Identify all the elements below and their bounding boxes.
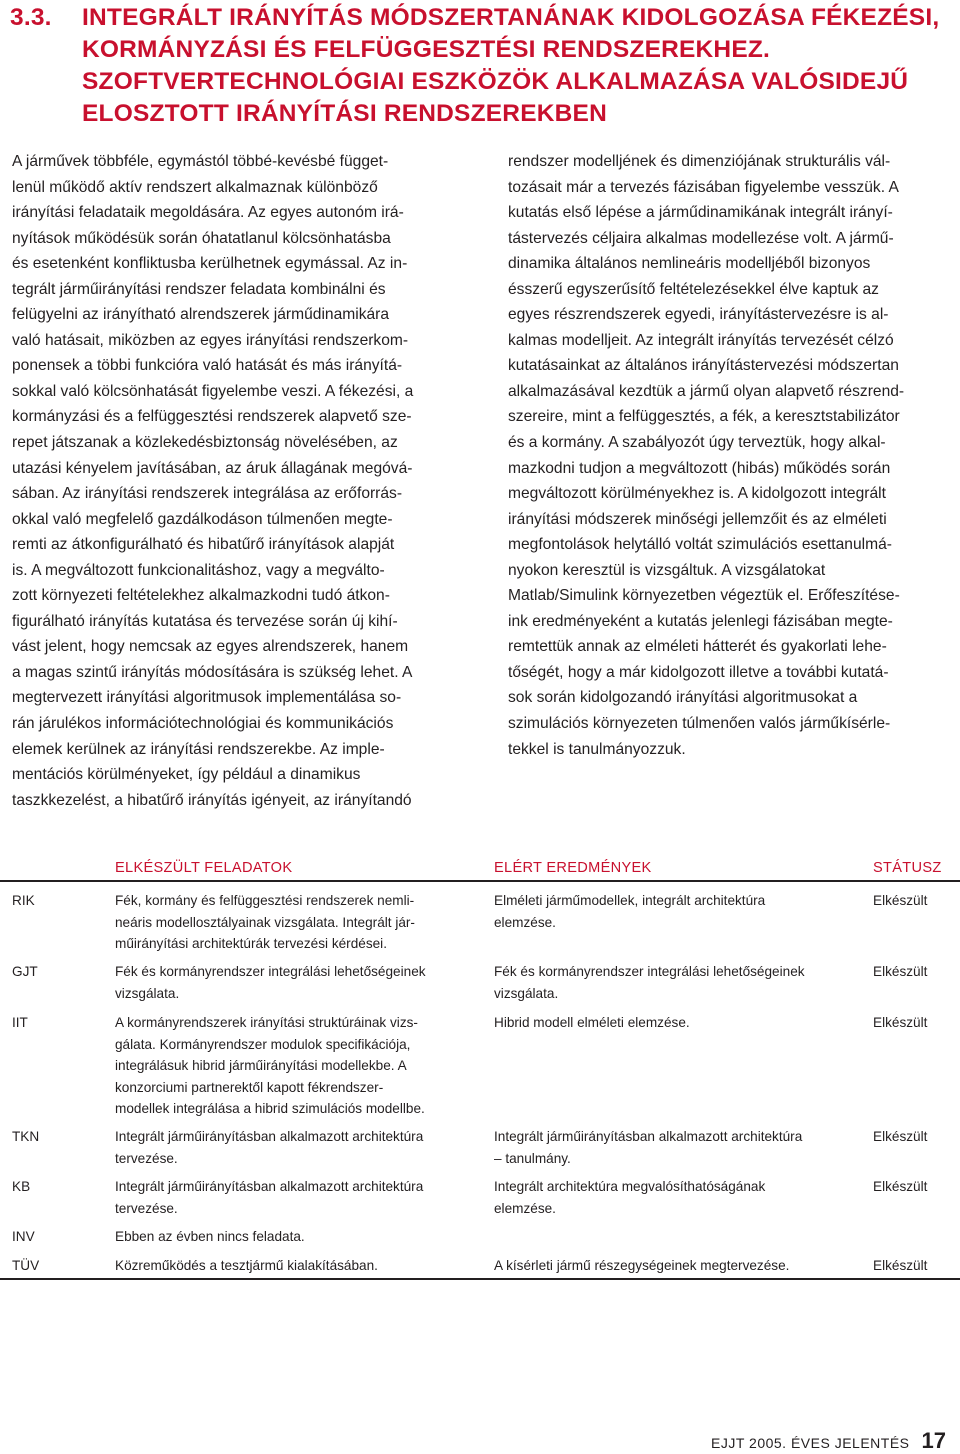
row-result-line: Integrált járműirányításban alkalmazott architektúra xyxy=(494,1129,803,1144)
header-tasks: ELKÉSZÜLT FELADATOK xyxy=(115,860,293,876)
row-result xyxy=(494,1012,690,1034)
row-task-line: tervezése. xyxy=(115,1200,178,1216)
body-text-line: zott környezeti feltételekhez alkalmazkodni tudó átkon- xyxy=(12,587,390,605)
body-text-line: irányítási feladataik megoldására. Az egyes autonóm irá- xyxy=(12,204,404,222)
row-code: GJT xyxy=(12,964,38,979)
body-text-line: rán járulékos információtechnológiai és kommunikációs xyxy=(12,715,394,733)
footer-label: EJJT 2005. ÉVES JELENTÉS xyxy=(711,1435,910,1451)
row-task xyxy=(115,890,415,955)
row-task-line: konzorciumi partnerektől kapott fékrendszer- xyxy=(115,1079,384,1095)
row-task-line: integrálásuk hibrid járműirányítási modellekbe. A xyxy=(115,1058,407,1073)
body-column-right xyxy=(508,149,948,762)
body-text-line: nyítások működésük során óhatatlanul kölcsönhatásba xyxy=(12,229,391,247)
section-number: 3.3. xyxy=(10,4,52,31)
row-status: Elkészült xyxy=(873,964,928,979)
body-text-line: taszkkezelést, a hibatűrő irányítás igényeit, az irányítandó xyxy=(12,791,412,809)
row-result xyxy=(494,961,805,1004)
row-task xyxy=(115,1126,423,1169)
row-result-line: Integrált architektúra megvalósíthatóságának xyxy=(494,1179,766,1194)
row-result-line: elemzése. xyxy=(494,914,556,930)
row-task-line: műirányítási architektúrák tervezési kérdései. xyxy=(115,936,387,951)
body-text-line: a magas szintű irányítás módosítására is szükség lehet. A xyxy=(12,663,413,681)
row-task xyxy=(115,1012,425,1120)
row-result-line: Fék és kormányrendszer integrálási lehetőségeinek xyxy=(494,964,805,979)
row-task xyxy=(115,1255,378,1277)
row-result-line: elemzése. xyxy=(494,1200,556,1216)
row-task-line: Integrált járműirányításban alkalmazott architektúra xyxy=(115,1179,424,1194)
row-task xyxy=(115,1226,305,1248)
row-result xyxy=(494,890,765,933)
section-title-line: INTEGRÁLT IRÁNYÍTÁS MÓDSZERTANÁNAK KIDOLGOZÁSA FÉKEZÉSI, xyxy=(82,4,940,31)
row-status: Elkészült xyxy=(873,1129,928,1144)
row-status: Elkészült xyxy=(873,1258,928,1273)
body-text-line: megváltozott körülményekhez is. A kidolgozott integrált xyxy=(508,485,886,503)
row-code: TÜV xyxy=(12,1258,40,1273)
body-text-line: lenül működő aktív rendszert alkalmaznak különböző xyxy=(12,178,378,196)
body-column-left xyxy=(12,149,452,813)
row-status: Elkészült xyxy=(873,1179,928,1194)
section-title-line: ELOSZTOTT IRÁNYÍTÁSI RENDSZEREKBEN xyxy=(82,100,607,127)
body-text-line: kormányzási és a felfüggesztési rendszerek alapvető sze- xyxy=(12,408,412,426)
body-text-line: okkal való megfelelő gazdálkodáson túlmenően megte- xyxy=(12,510,393,528)
body-text-line: egyes részrendszerek egyedi, irányítástervezésre is al- xyxy=(508,306,889,324)
row-result xyxy=(494,1126,802,1169)
row-task-line: Fék, kormány és felfüggesztési rendszerek nemli- xyxy=(115,893,415,908)
header-status: STÁTUSZ xyxy=(873,860,942,876)
body-text-line: kutatásainkat az általános irányítástervezési módszertan xyxy=(508,357,899,375)
body-text-line: alkalmazásával kezdtük a jármű olyan alapvető részrend- xyxy=(508,382,905,400)
body-text-line: felügyelni az irányítható alrendszerek járműdinamikára xyxy=(12,306,390,324)
body-text-line: vást jelent, hogy nemcsak az egyes alrendszerek, hanem xyxy=(12,638,409,656)
body-text-line: A járművek többféle, egymástól többé-kevésbé függet- xyxy=(12,153,389,170)
body-text-line: tozásait már a tervezés fázisában figyelembe vesszük. A xyxy=(508,178,899,196)
row-code: RIK xyxy=(12,893,35,908)
body-text-line: irányítási módszerek minőségi jellemzőit és az elméleti xyxy=(508,510,887,528)
body-text-line: dinamika általános nemlineáris modelljéből bizonyos xyxy=(508,255,871,273)
body-text-line: remti az átkonfigurálható és hibatűrő irányítások alapját xyxy=(12,536,395,554)
row-result-line: Hibrid modell elméleti elemzése. xyxy=(494,1015,690,1030)
row-code: INV xyxy=(12,1229,35,1244)
body-text-line: Matlab/Simulink környezetben végeztük el. Erőfeszítése- xyxy=(508,587,900,605)
row-status: Elkészült xyxy=(873,1015,928,1030)
body-text-line: tőségét, hogy a már kidolgozott illetve a további kutatá- xyxy=(508,663,889,681)
page-number: 17 xyxy=(921,1428,946,1453)
section-heading xyxy=(10,2,950,130)
row-result-line: A kísérleti jármű részegységeinek megtervezése. xyxy=(494,1258,790,1273)
table-header xyxy=(0,858,960,882)
body-text-line: sokkal való kölcsönhatását figyelembe veszi. A fékezési, a xyxy=(12,382,414,400)
body-text-line: szimulációs környezeten túlmenően valós járműkísérle- xyxy=(508,715,891,733)
body-text-line: utazási kényelem javításában, az áruk állagának megóvá- xyxy=(12,459,413,477)
row-task-line: gálata. Kormányrendszer modulok specifikációja, xyxy=(115,1036,411,1052)
section-title xyxy=(82,2,939,130)
body-text-line: szereire, mint a felfüggesztés, a fék, a keresztstabilizátor xyxy=(508,408,900,426)
body-text-line: tástervezés céljaira alkalmas modellezése volt. A jármű- xyxy=(508,229,894,247)
row-code: IIT xyxy=(12,1015,28,1030)
row-task-line: neáris modellosztályainak vizsgálata. Integrált jár- xyxy=(115,914,415,930)
row-task xyxy=(115,1176,423,1219)
body-text-line: ink eredményeként a kutatás jelenlegi fázisában megte- xyxy=(508,612,893,630)
row-task-line: vizsgálata. xyxy=(115,985,180,1001)
body-text-line: ponensek a többi funkcióra való hatását és más irányítá- xyxy=(12,357,403,375)
body-text-line: megfontolások helytálló voltát szimulációs esettanulmá- xyxy=(508,536,892,554)
row-task xyxy=(115,961,426,1004)
page-footer xyxy=(711,1428,946,1454)
body-text-line: is. A megváltozott funkcionalitáshoz, vagy a megválto- xyxy=(12,561,385,579)
row-task-line: Ebben az évben nincs feladata. xyxy=(115,1229,305,1244)
body-text-line: való hatásait, miközben az egyes irányítási rendszerkom- xyxy=(12,331,409,349)
body-text-line: megtervezett irányítási algoritmusok implementálása so- xyxy=(12,689,402,707)
body-text-line: elemek kerülnek az irányítási rendszerekbe. Az imple- xyxy=(12,740,385,758)
section-title-line: SZOFTVERTECHNOLÓGIAI ESZKÖZÖK ALKALMAZÁSA VALÓSIDEJŰ xyxy=(82,68,909,95)
row-result-line: – tanulmány. xyxy=(494,1150,571,1166)
row-task-line: A kormányrendszerek irányítási struktúráinak vizs- xyxy=(115,1015,418,1030)
body-text-line: kalmas modelljeit. Az integrált irányítás tervezését célzó xyxy=(508,331,894,349)
row-task-line: Közreműködés a tesztjármű kialakításában. xyxy=(115,1258,378,1273)
body-text-line: kutatás első lépése a járműdinamikának integrált irányí- xyxy=(508,204,893,222)
body-text-line: repet játszanak a közlekedésbiztonság növelésében, az xyxy=(12,434,398,452)
row-result-line: Elméleti járműmodellek, integrált architektúra xyxy=(494,893,766,908)
header-rule xyxy=(0,880,960,882)
row-code: KB xyxy=(12,1179,31,1194)
body-text-line: remtettük annak az elméleti hátterét és gyakorlati lehe- xyxy=(508,638,887,656)
row-result-line: vizsgálata. xyxy=(494,985,559,1001)
body-text-line: figurálható irányítás kutatása és tervezése során új kihí- xyxy=(12,612,398,630)
row-status: Elkészült xyxy=(873,893,928,908)
body-text-line: sok során kidolgozandó irányítási algoritmusokat a xyxy=(508,689,858,707)
header-results: ELÉRT EREDMÉNYEK xyxy=(494,860,652,876)
body-text-line: és esetenként konfliktusba kerülhetnek egymással. Az in- xyxy=(12,255,408,273)
row-result xyxy=(494,1255,789,1277)
body-text-line: rendszer modelljének és dimenziójának strukturális vál- xyxy=(508,153,891,170)
row-task-line: tervezése. xyxy=(115,1150,178,1166)
body-text-line: nyokon keresztül is vizsgáltuk. A vizsgálatokat xyxy=(508,561,826,579)
body-text-line: tekkel is tanulmányozzuk. xyxy=(508,740,686,758)
body-text-line: mazkodni tudjon a megváltozott (hibás) működés során xyxy=(508,459,891,477)
body-text-line: és a kormány. A szabályozót úgy terveztük, hogy alkal- xyxy=(508,434,886,452)
body-text-line: mentációs körülményeket, így például a dinamikus xyxy=(12,766,361,784)
table-bottom-rule xyxy=(0,1278,960,1280)
body-text-line: ésszerű egyszerűsítő feltételezésekkel élve kaptuk az xyxy=(508,280,879,298)
row-task-line: Integrált járműirányításban alkalmazott architektúra xyxy=(115,1129,424,1144)
row-code: TKN xyxy=(12,1129,40,1144)
row-task-line: Fék és kormányrendszer integrálási lehetőségeinek xyxy=(115,964,426,979)
body-text-line: sában. Az irányítási rendszerek integrálása az erőforrás- xyxy=(12,485,403,503)
body-text-line: tegrált járműirányítási rendszer feladata kombinálni és xyxy=(12,280,386,298)
row-result xyxy=(494,1176,765,1219)
row-task-line: modellek integrálása a hibrid szimulációs modellbe. xyxy=(115,1101,425,1116)
section-title-line: KORMÁNYZÁSI ÉS FELFÜGGESZTÉSI RENDSZEREKHEZ. xyxy=(82,36,771,63)
